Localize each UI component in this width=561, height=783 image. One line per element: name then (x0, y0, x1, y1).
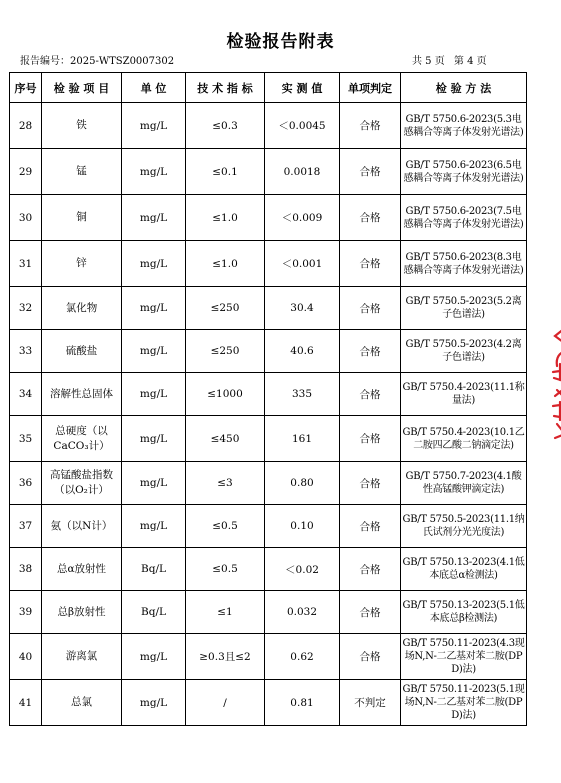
table-row (10, 241, 527, 287)
unit: mg/L (122, 287, 186, 330)
row-number: 39 (10, 591, 42, 634)
header-limit: 技 术 指 标 (186, 73, 265, 103)
item-name: 溶解性总固体 (42, 373, 122, 416)
method: GB/T 5750.6-2023(6.5电感耦合等离子体发射光谱法) (401, 149, 527, 195)
table-row (10, 103, 527, 149)
result: 合格 (340, 149, 401, 195)
table-row (10, 149, 527, 195)
header-value: 实 测 值 (265, 73, 340, 103)
technical-limit: ≤1000 (186, 373, 265, 416)
technical-limit: ≤0.5 (186, 548, 265, 591)
table-row (10, 330, 527, 373)
method: GB/T 5750.5-2023(11.1纳氏试剂分光光度法) (401, 505, 527, 548)
measured-value: 30.4 (265, 287, 340, 330)
measured-value: 0.032 (265, 591, 340, 634)
table-row (10, 373, 527, 416)
header-result: 单项判定 (340, 73, 401, 103)
result: 合格 (340, 330, 401, 373)
unit: mg/L (122, 505, 186, 548)
technical-limit: ≤0.5 (186, 505, 265, 548)
row-number: 35 (10, 416, 42, 462)
result: 合格 (340, 462, 401, 505)
unit: mg/L (122, 103, 186, 149)
method: GB/T 5750.4-2023(10.1乙二胺四乙酸二钠滴定法) (401, 416, 527, 462)
table-row (10, 462, 527, 505)
result: 不判定 (340, 680, 401, 726)
row-number: 32 (10, 287, 42, 330)
technical-limit: ≤0.3 (186, 103, 265, 149)
item-name: 氨（以N计） (42, 505, 122, 548)
table-row (10, 416, 527, 462)
header-item: 检 验 项 目 (42, 73, 122, 103)
result: 合格 (340, 287, 401, 330)
unit: mg/L (122, 462, 186, 505)
unit: mg/L (122, 241, 186, 287)
red-seal-stamp (549, 320, 561, 440)
technical-limit: ≤0.1 (186, 149, 265, 195)
technical-limit: ≤450 (186, 416, 265, 462)
item-name: 总β放射性 (42, 591, 122, 634)
technical-limit: ≤1.0 (186, 195, 265, 241)
table-row (10, 634, 527, 680)
measured-value: 0.62 (265, 634, 340, 680)
item-name: 铁 (42, 103, 122, 149)
method: GB/T 5750.7-2023(4.1酸性高锰酸钾滴定法) (401, 462, 527, 505)
table-row (10, 195, 527, 241)
table-row (10, 548, 527, 591)
method: GB/T 5750.6-2023(8.3电感耦合等离子体发射光谱法) (401, 241, 527, 287)
result: 合格 (340, 241, 401, 287)
measured-value: 335 (265, 373, 340, 416)
row-number: 29 (10, 149, 42, 195)
result: 合格 (340, 591, 401, 634)
item-name: 总硬度（以CaCO₃计） (42, 416, 122, 462)
row-number: 37 (10, 505, 42, 548)
unit: Bq/L (122, 591, 186, 634)
method: GB/T 5750.6-2023(7.5电感耦合等离子体发射光谱法) (401, 195, 527, 241)
result: 合格 (340, 548, 401, 591)
technical-limit: ≤250 (186, 287, 265, 330)
row-number: 28 (10, 103, 42, 149)
table-row (10, 287, 527, 330)
technical-limit: ≥0.3且≤2 (186, 634, 265, 680)
measured-value: 161 (265, 416, 340, 462)
item-name: 硫酸盐 (42, 330, 122, 373)
item-name: 总α放射性 (42, 548, 122, 591)
method: GB/T 5750.13-2023(5.1低本底总β检测法) (401, 591, 527, 634)
unit: mg/L (122, 634, 186, 680)
header-unit: 单 位 (122, 73, 186, 103)
technical-limit: / (186, 680, 265, 726)
item-name: 游离氯 (42, 634, 122, 680)
unit: mg/L (122, 373, 186, 416)
row-number: 31 (10, 241, 42, 287)
measured-value: 0.0018 (265, 149, 340, 195)
technical-limit: ≤3 (186, 462, 265, 505)
row-number: 34 (10, 373, 42, 416)
row-number: 40 (10, 634, 42, 680)
report-title: 检验报告附表 (226, 32, 335, 52)
item-name: 铜 (42, 195, 122, 241)
row-number: 38 (10, 548, 42, 591)
unit: mg/L (122, 416, 186, 462)
row-number: 36 (10, 462, 42, 505)
technical-limit: ≤1.0 (186, 241, 265, 287)
table-header-row (10, 73, 527, 103)
table-row (10, 591, 527, 634)
unit: mg/L (122, 195, 186, 241)
row-number: 30 (10, 195, 42, 241)
method: GB/T 5750.4-2023(11.1称量法) (401, 373, 527, 416)
method: GB/T 5750.5-2023(4.2离子色谱法) (401, 330, 527, 373)
item-name: 氯化物 (42, 287, 122, 330)
page-info (412, 52, 493, 67)
result: 合格 (340, 373, 401, 416)
method: GB/T 5750.13-2023(4.1低本底总α检测法) (401, 548, 527, 591)
results-table (9, 72, 527, 726)
result: 合格 (340, 505, 401, 548)
item-name: 锌 (42, 241, 122, 287)
result: 合格 (340, 416, 401, 462)
measured-value: ＜0.001 (265, 241, 340, 287)
page-number: 第 4 页 (453, 56, 487, 67)
technical-limit: ≤1 (186, 591, 265, 634)
row-number: 33 (10, 330, 42, 373)
header-method: 检 验 方 法 (401, 73, 527, 103)
result: 合格 (340, 103, 401, 149)
method: GB/T 5750.11-2023(5.1现场N,N-二乙基对苯二胺(DPD)法) (401, 680, 527, 726)
result: 合格 (340, 195, 401, 241)
measured-value: 40.6 (265, 330, 340, 373)
measured-value: ＜0.02 (265, 548, 340, 591)
measured-value: 0.10 (265, 505, 340, 548)
item-name: 锰 (42, 149, 122, 195)
unit: mg/L (122, 680, 186, 726)
header-no: 序号 (10, 73, 42, 103)
item-name: 高锰酸盐指数（以O₂计） (42, 462, 122, 505)
method: GB/T 5750.5-2023(5.2离子色谱法) (401, 287, 527, 330)
total-pages: 共 5 页 (412, 56, 445, 67)
item-name: 总氯 (42, 680, 122, 726)
unit: mg/L (122, 330, 186, 373)
measured-value: 0.80 (265, 462, 340, 505)
report-number: 报告编号：2025-WTSZ0007302 (20, 56, 175, 67)
measured-value: ＜0.0045 (265, 103, 340, 149)
row-number: 41 (10, 680, 42, 726)
measured-value: ＜0.009 (265, 195, 340, 241)
table-row (10, 505, 527, 548)
measured-value: 0.81 (265, 680, 340, 726)
unit: Bq/L (122, 548, 186, 591)
table-row (10, 680, 527, 726)
unit: mg/L (122, 149, 186, 195)
technical-limit: ≤250 (186, 330, 265, 373)
method: GB/T 5750.11-2023(4.3现场N,N-二乙基对苯二胺(DPD)法) (401, 634, 527, 680)
result: 合格 (340, 634, 401, 680)
method: GB/T 5750.6-2023(5.3电感耦合等离子体发射光谱法) (401, 103, 527, 149)
